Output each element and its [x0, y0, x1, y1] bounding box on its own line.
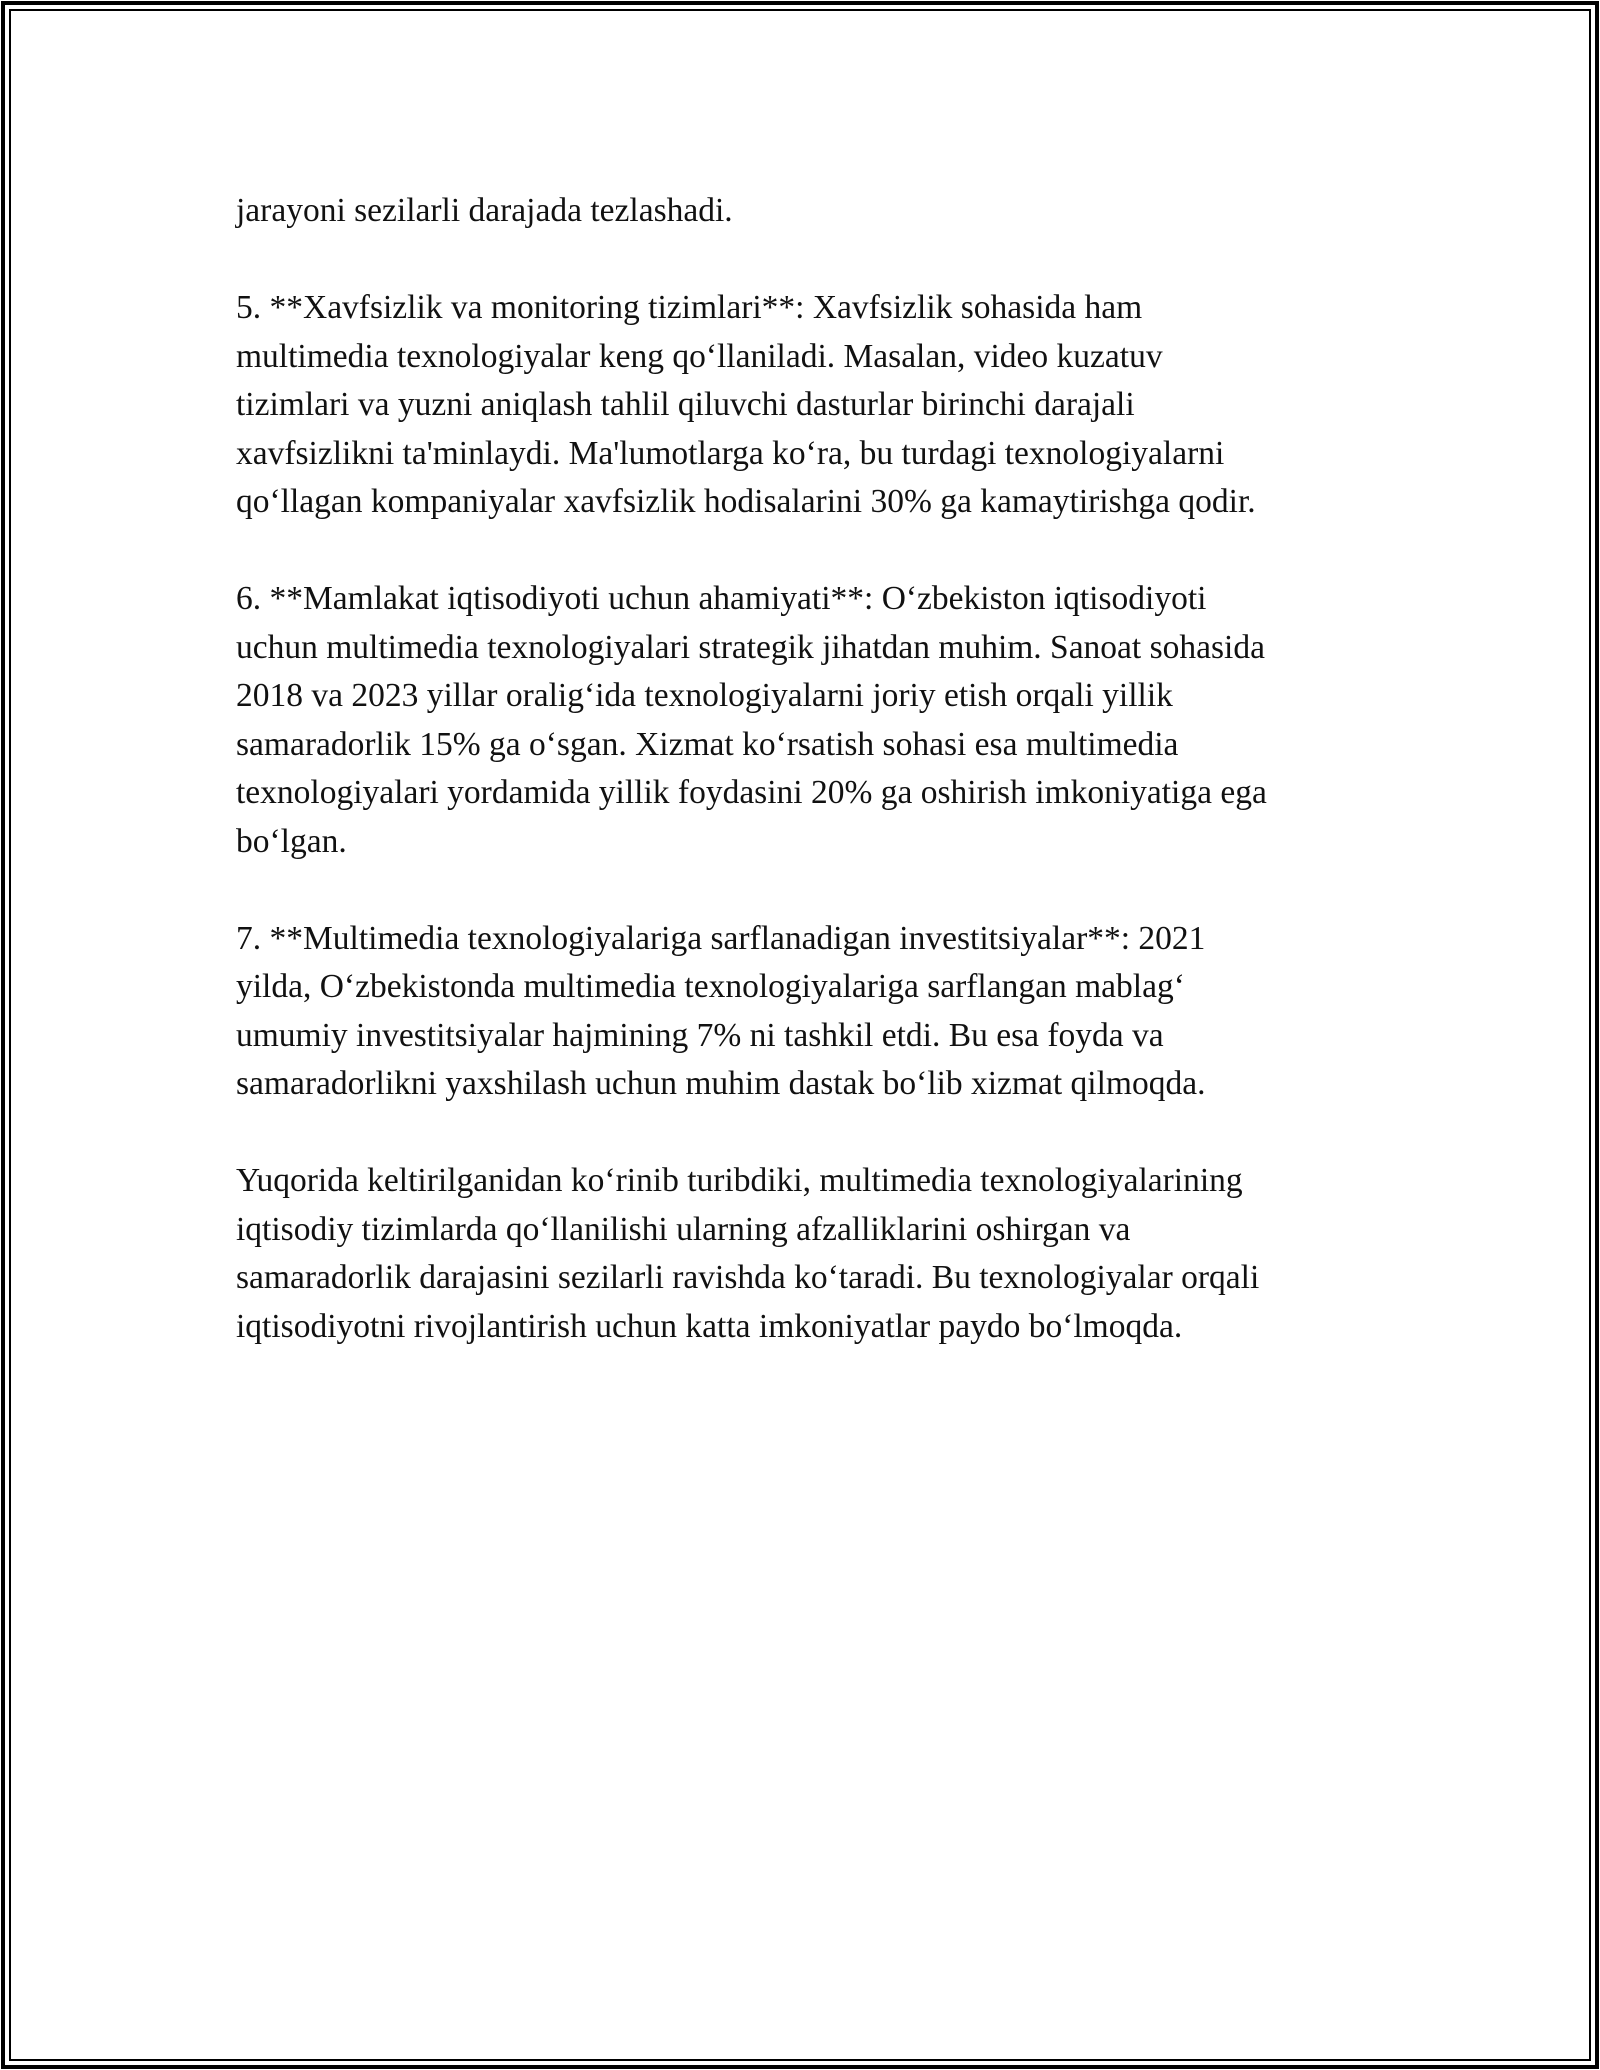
paragraph-gap — [236, 1109, 1376, 1158]
text-line: iqtisodiy tizimlarda qo‘llanilishi ularning afzalliklarini oshirgan va — [236, 1210, 1131, 1248]
text-line: multimedia texnologiyalar keng qo‘llaniladi. Masalan, video kuzatuv — [236, 337, 1163, 375]
paragraph-continuation — [236, 187, 1376, 236]
text-line: samaradorlik darajasini sezilarli ravishda ko‘taradi. Bu texnologiyalar orqali — [236, 1259, 1260, 1296]
paragraph-gap — [236, 236, 1376, 285]
text-line: iqtisodiyotni rivojlantirish uchun katta imkoniyatlar paydo bo‘lmoqda. — [236, 1307, 1183, 1345]
document-body — [236, 187, 1376, 1351]
text-line: 2018 va 2023 yillar oralig‘ida texnologiyalarni joriy etish orqali yillik — [236, 677, 1173, 714]
paragraph-item-7 — [236, 915, 1376, 1109]
text-line: 6. **Mamlakat iqtisodiyoti uchun ahamiyati**: O‘zbekiston iqtisodiyoti — [236, 580, 1207, 617]
text-line: jarayoni sezilarli darajada tezlashadi. — [236, 192, 733, 229]
text-line: bo‘lgan. — [236, 822, 347, 860]
text-line: tizimlari va yuzni aniqlash tahlil qiluvchi dasturlar birinchi darajali — [236, 386, 1135, 423]
text-line: samaradorlik 15% ga o‘sgan. Xizmat ko‘rsatish sohasi esa multimedia — [236, 725, 1179, 763]
paragraph-gap — [236, 527, 1376, 576]
text-line: yilda, O‘zbekistonda multimedia texnologiyalariga sarflangan mablag‘ — [236, 968, 1185, 1005]
text-line: umumiy investitsiyalar hajmining 7% ni tashkil etdi. Bu esa foyda va — [236, 1016, 1164, 1054]
text-line: samaradorlikni yaxshilash uchun muhim dastak bo‘lib xizmat qilmoqda. — [236, 1065, 1206, 1102]
text-line: Yuqorida keltirilganidan ko‘rinib turibdiki, multimedia texnologiyalarining — [236, 1162, 1243, 1199]
paragraph-conclusion — [236, 1157, 1376, 1351]
text-line: 5. **Xavfsizlik va monitoring tizimlari**: Xavfsizlik sohasida ham — [236, 289, 1143, 326]
text-line: texnologiyalari yordamida yillik foydasini 20% ga oshirish imkoniyatiga ega — [236, 774, 1267, 811]
paragraph-item-5 — [236, 284, 1376, 527]
text-line: uchun multimedia texnologiyalari strategik jihatdan muhim. Sanoat sohasida — [236, 628, 1265, 666]
text-line: qo‘llagan kompaniyalar xavfsizlik hodisalarini 30% ga kamaytirishga qodir. — [236, 483, 1256, 520]
paragraph-item-6 — [236, 575, 1376, 866]
paragraph-gap — [236, 866, 1376, 915]
text-line: 7. **Multimedia texnologiyalariga sarflanadigan investitsiyalar**: 2021 — [236, 919, 1206, 957]
text-line: xavfsizlikni ta'minlaydi. Ma'lumotlarga ko‘ra, bu turdagi texnologiyalarni — [236, 434, 1225, 472]
